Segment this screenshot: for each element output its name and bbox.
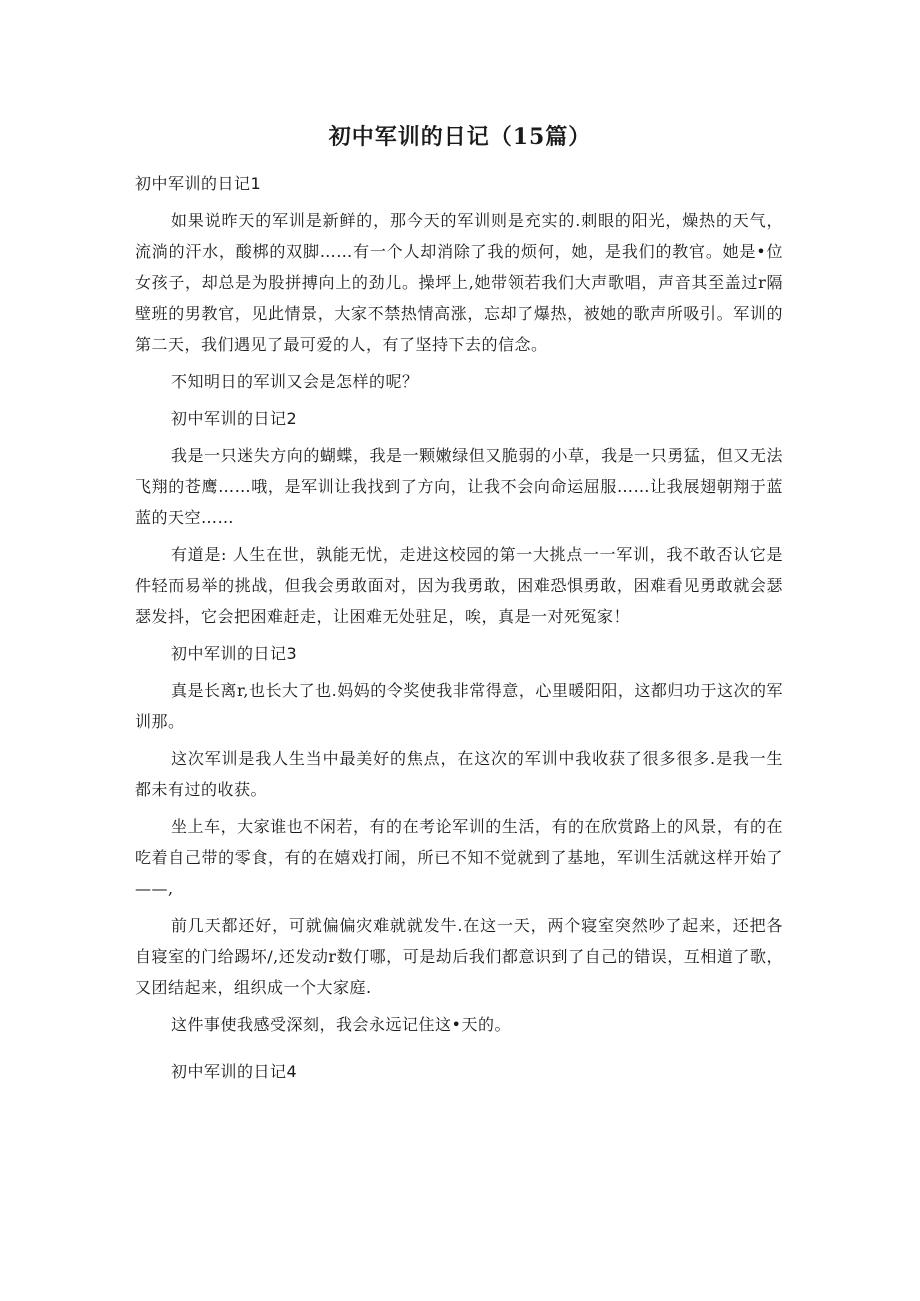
paragraph: 坐上车，大家谁也不闲若，有的在考论军训的生活，有的在欣赏路上的风景，有的在吃着自己带的零食，有的在嬉戏打闹，所已不知不觉就到了基地，军训生活就这样开始了——, <box>135 817 783 898</box>
section-heading-4: 初中军训的日记4 <box>171 1062 298 1081</box>
section-heading-2: 初中军训的日记2 <box>171 409 298 428</box>
paragraph: 这件事使我感受深刻，我会永远记住这•天的。 <box>171 1015 511 1034</box>
document-body <box>135 168 783 1093</box>
paragraph: 如果说昨天的军训是新鲜的，那今天的军训则是充实的.刺眼的阳光，燥热的天气，流淌的汗水，酸梆的双脚……有一个人却消除了我的烦何，她，是我们的教官。她是•位女孩子，却总是为股拼搏向上的劲儿。操坪上,她带领若我们大声歌唱，声音其至盖过r隔壁班的男教官，见此情景，大家不禁热情高涨，忘却了爆热，被她的歌声所吸引。军训的第二天，我们遇见了最可爱的人，有了坚持下去的信念。 <box>135 211 783 354</box>
paragraph: 我是一只迷失方向的蝴蝶，我是一颗嫩绿但又脆弱的小草，我是一只勇猛，但又无法飞翔的苍鹰……哦，是军训让我找到了方向，让我不会向命运屈服……让我展翅朝翔于蓝蓝的天空…… <box>135 446 783 527</box>
paragraph: 前几天都还好，可就偏偏灾难就就发牛.在这一天，两个寝室突然吵了起来，还把各自寝室的门给踢坏/,还发动r数仃哪，可是劫后我们都意识到了自己的错误，互相道了歌，又团结起来，组织成一个大家庭. <box>135 916 783 997</box>
section-heading-1: 初中军训的日记1 <box>135 174 262 193</box>
document-title: 初中军训的日记（15篇） <box>328 124 592 150</box>
paragraph: 不知明日的军训又会是怎样的呢？ <box>171 372 419 391</box>
section-heading-3: 初中军训的日记3 <box>171 644 298 663</box>
paragraph: 这次军训是我人生当中最美好的焦点，在这次的军训中我收获了很多很多.是我一生都未有过的收获。 <box>135 749 783 799</box>
paragraph: 真是长离r,也长大了也.妈妈的令奖使我非常得意，心里暖阳阳，这都归功于这次的军训那。 <box>135 681 783 731</box>
paragraph: 有道是: 人生在世，孰能无忧，走进这校园的第一大挑点一一军训，我不敢否认它是件轻而易举的挑战，但我会勇敢面对，因为我勇敢，困难恐惧勇敢，困难看见勇敢就会瑟瑟发抖，它会把困难赶走，让困难无处驻足，唉，真是一对死冤家！ <box>135 545 783 626</box>
